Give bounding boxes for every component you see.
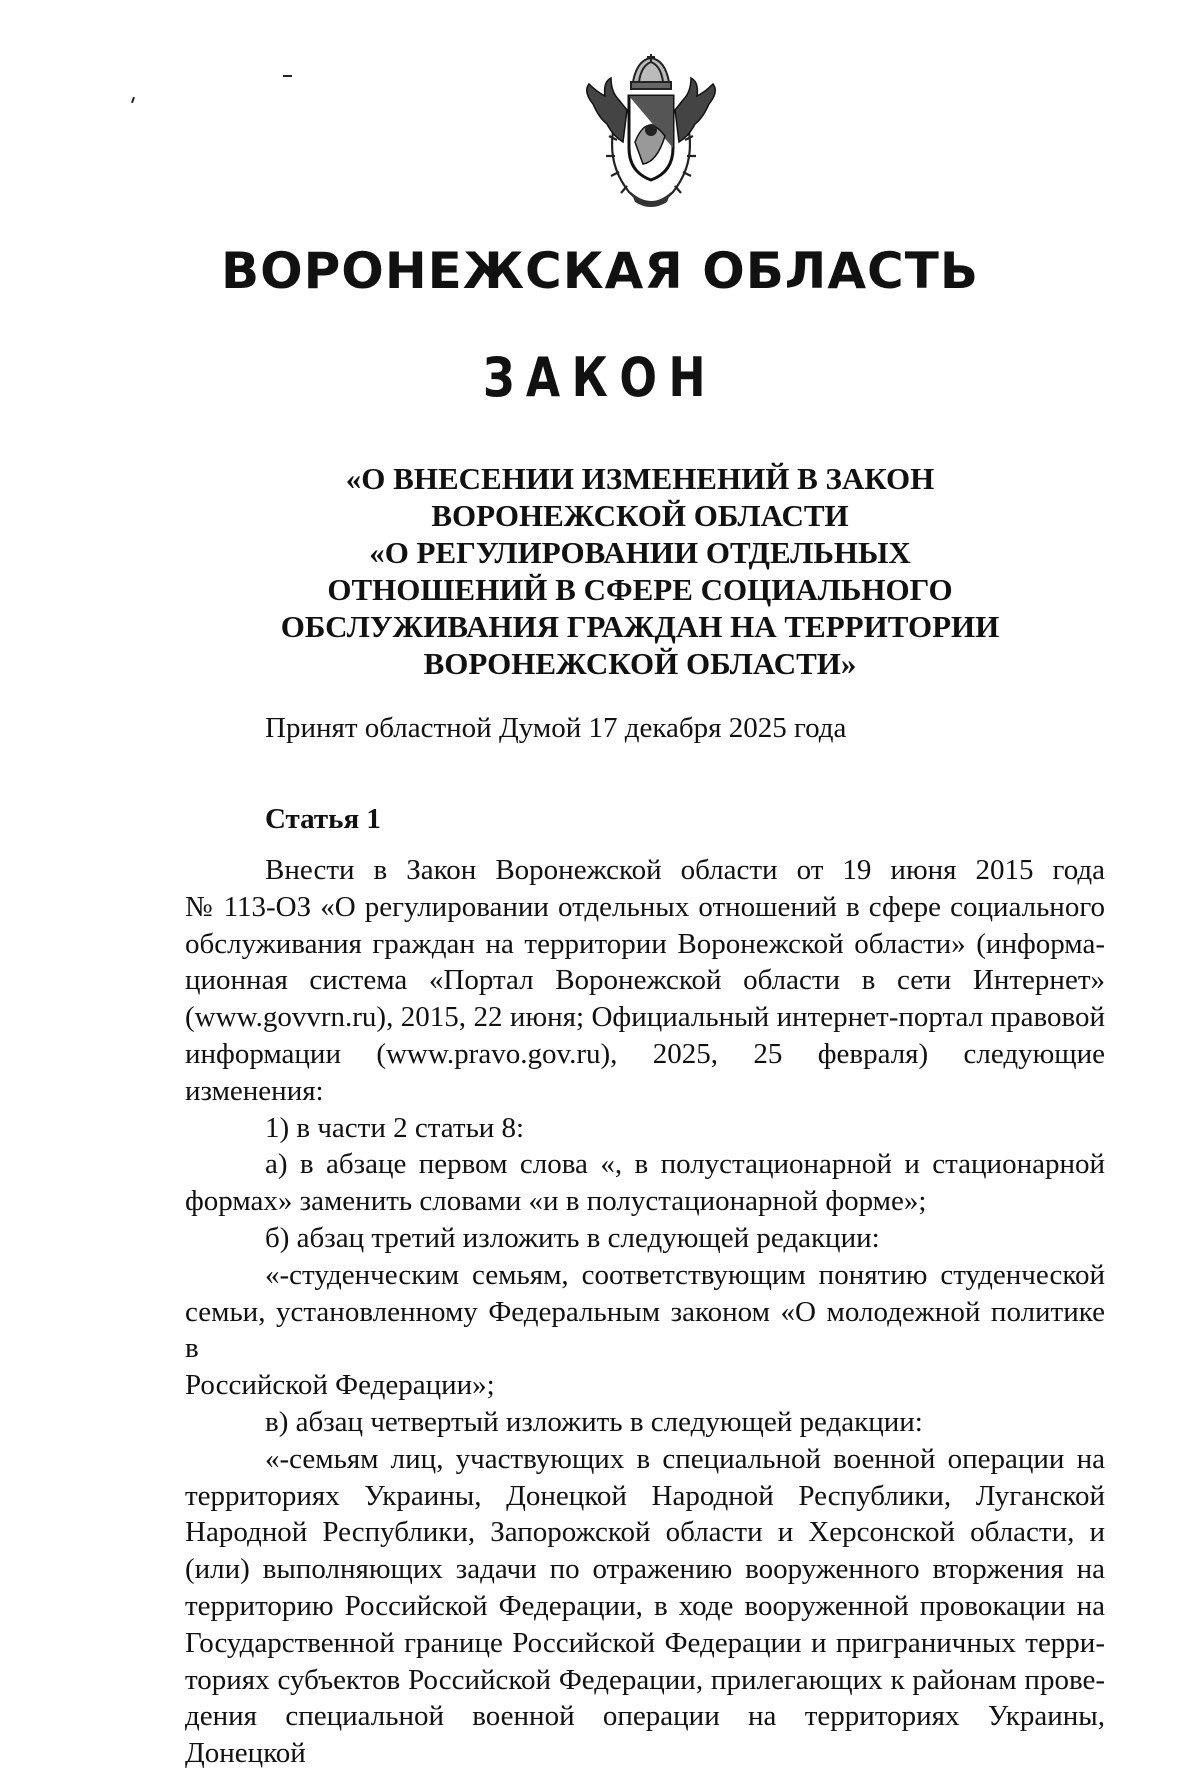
scan-speck <box>131 97 135 103</box>
quote-line: семьи, установленному Федеральным законом «О молодежной политике в <box>185 1295 1105 1365</box>
article-body <box>185 852 1105 1772</box>
body-line: информации (www.pravo.gov.ru), 2025, 25 февраля) следующие изменения: <box>185 1037 1105 1107</box>
quote-line: территорию Российской Федерации, в ходе вооруженной провокации на <box>185 1589 1105 1622</box>
quote-line: Народной Республики, Запорожской области и Херсонской области, и <box>185 1516 1105 1549</box>
title-line: ВОРОНЕЖСКОЙ ОБЛАСТИ <box>431 498 849 533</box>
quote-line: территориях Украины, Донецкой Народной Республики, Луганской <box>185 1479 1105 1512</box>
title-line: ВОРОНЕЖСКОЙ ОБЛАСТИ» <box>423 646 857 681</box>
law-title <box>280 460 1000 682</box>
quote-line: Государственной границе Российской Федерации и приграничных терри- <box>185 1626 1105 1659</box>
list-item: в) абзац четвертый изложить в следующей редакции: <box>265 1405 923 1438</box>
body-line: обслуживания граждан на территории Воронежской области» (информа- <box>185 927 1105 960</box>
title-line: ОТНОШЕНИЙ В СФЕРЕ СОЦИАЛЬНОГО <box>327 572 953 607</box>
voronezh-coat-of-arms-icon <box>577 52 725 212</box>
title-line: «О ВНЕСЕНИИ ИЗМЕНЕНИЙ В ЗАКОН <box>345 461 935 496</box>
adoption-date-line: Принят областной Думой 17 декабря 2025 года <box>265 712 847 744</box>
quote-line: «-семьям лиц, участвующих в специальной военной операции на <box>265 1442 1105 1475</box>
body-line: (www.govvrn.ru), 2015, 22 июня; Официальный интернет-портал правовой <box>185 1001 1105 1034</box>
quote-line: ториях субъектов Российской Федерации, прилегающих к районам прове- <box>185 1663 1105 1696</box>
title-line: «О РЕГУЛИРОВАНИИ ОТДЕЛЬНЫХ <box>369 535 911 570</box>
body-line: № 113-ОЗ «О регулировании отдельных отношений в сфере социального <box>185 890 1105 923</box>
quote-line: (или) выполняющих задачи по отражению вооруженного вторжения на <box>185 1553 1105 1586</box>
list-item: б) абзац третий изложить в следующей редакции: <box>265 1221 880 1254</box>
document-type: ЗАКОН <box>482 346 718 409</box>
quote-line: «-студенческим семьям, соответствующим понятию студенческой <box>265 1258 1105 1291</box>
article-heading: Статья 1 <box>265 803 381 835</box>
quote-line: Российской Федерации»; <box>185 1369 495 1402</box>
scan-speck <box>283 75 292 77</box>
title-line: ОБСЛУЖИВАНИЯ ГРАЖДАН НА ТЕРРИТОРИИ <box>280 609 1000 644</box>
body-line: Внести в Закон Воронежской области от 19 июня 2015 года <box>265 854 1105 886</box>
body-line: формах» заменить словами «и в полустационарной форме»; <box>185 1185 927 1218</box>
body-line: а) в абзаце первом слова «, в полустационарной и стационарной <box>265 1148 1105 1181</box>
region-name: ВОРОНЕЖСКАЯ ОБЛАСТЬ <box>221 242 979 300</box>
list-item: 1) в части 2 статьи 8: <box>265 1111 525 1144</box>
quote-line: дения специальной военной операции на территориях Украины, Донецкой <box>185 1700 1105 1770</box>
body-line: ционная система «Портал Воронежской области в сети Интернет» <box>185 964 1105 997</box>
